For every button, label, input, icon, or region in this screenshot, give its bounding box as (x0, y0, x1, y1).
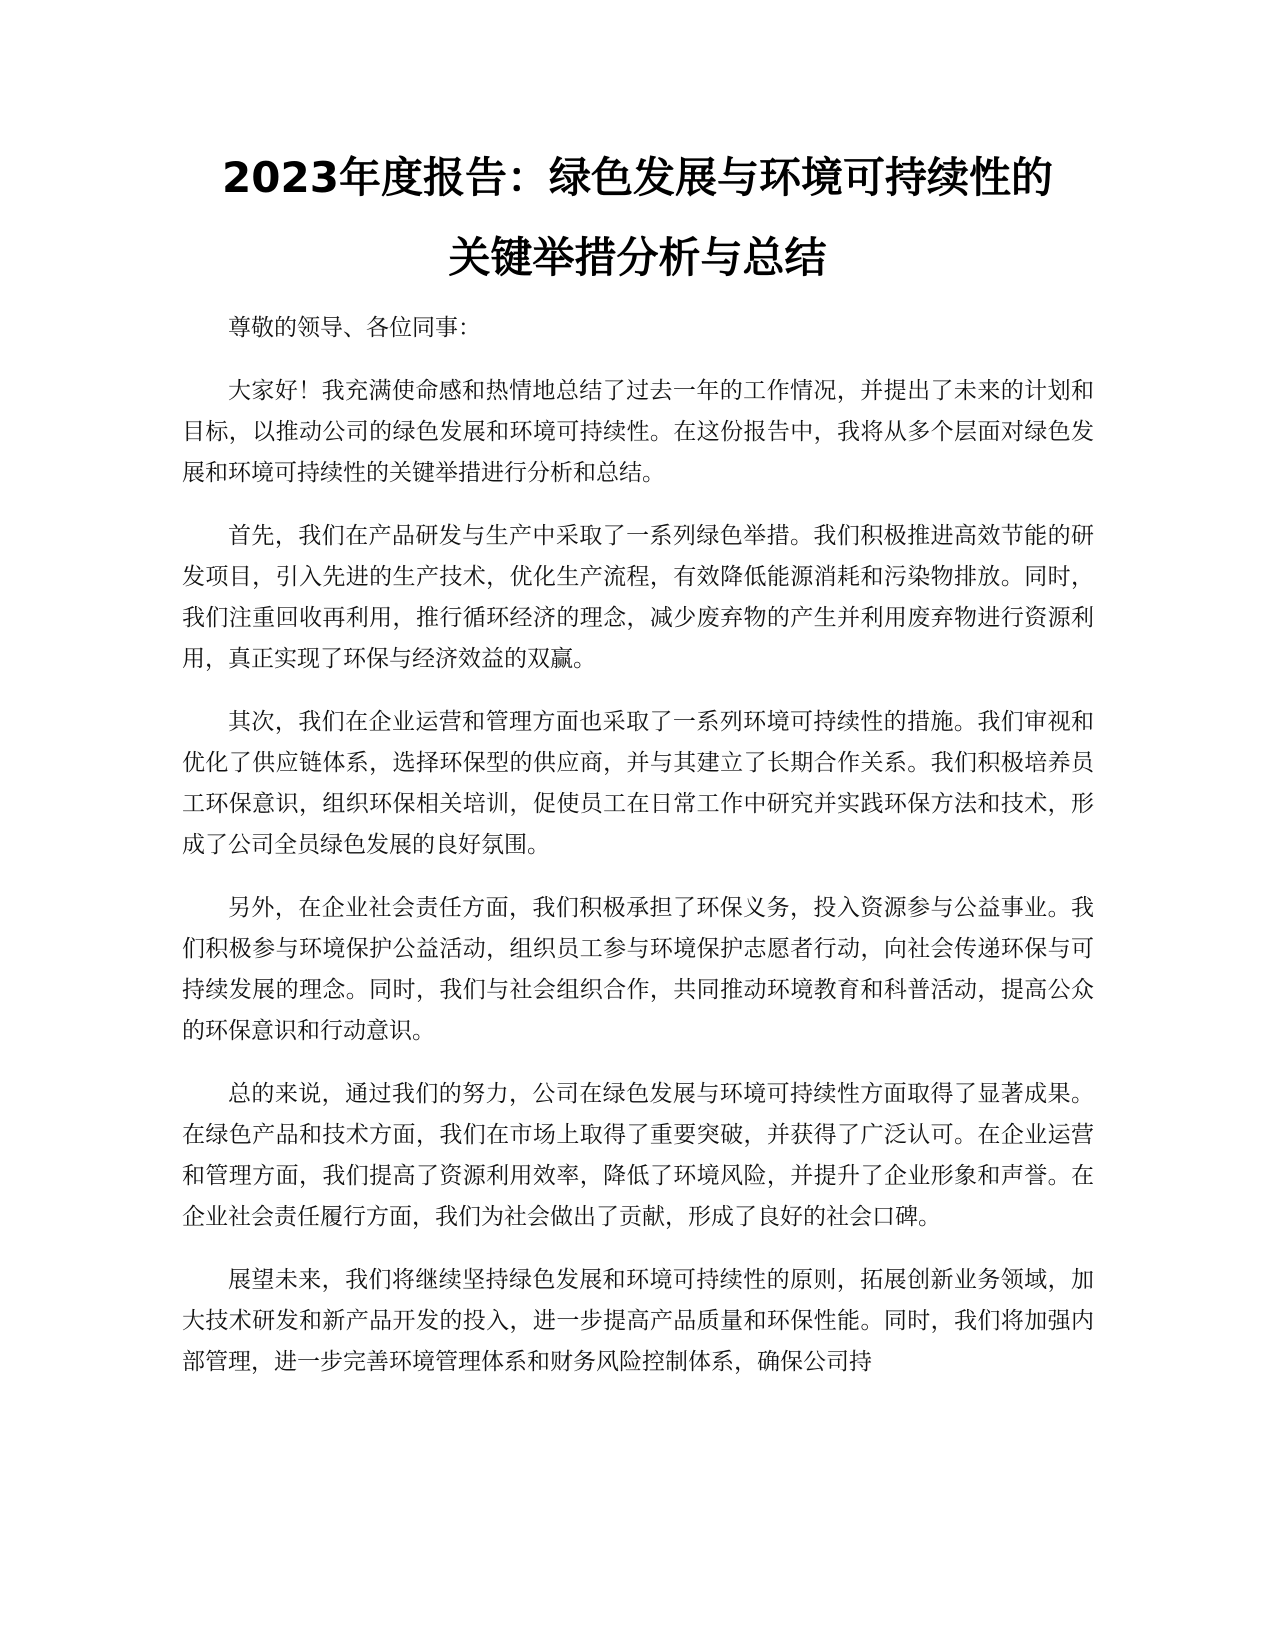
salutation: 尊敬的领导、各位同事： (228, 315, 481, 341)
title-line-1: 2023年度报告：绿色发展与环境可持续性的 (222, 153, 1053, 202)
paragraph-outlook: 展望未来，我们将继续坚持绿色发展和环境可持续性的原则，拓展创新业务领域，加大技术研发和新产品开发的投入，进一步提高产品质量和环保性能。同时，我们将加强内部管理，进一步完善环境管理体系和财务风险控制体系，确保公司持 (182, 1267, 1094, 1375)
document-body (182, 308, 1094, 1405)
paragraph-operations: 其次，我们在企业运营和管理方面也采取了一系列环境可持续性的措施。我们审视和优化了供应链体系，选择环保型的供应商，并与其建立了长期合作关系。我们积极培养员工环保意识，组织环保相关培训，促使员工在日常工作中研究并实践环保方法和技术，形成了公司全员绿色发展的良好氛围。 (182, 709, 1094, 858)
paragraph-social-responsibility: 另外，在企业社会责任方面，我们积极承担了环保义务，投入资源参与公益事业。我们积极参与环境保护公益活动，组织员工参与环境保护志愿者行动，向社会传递环保与可持续发展的理念。同时，我们与社会组织合作，共同推动环境教育和科普活动，提高公众的环保意识和行动意识。 (182, 895, 1094, 1044)
paragraph-intro: 大家好！我充满使命感和热情地总结了过去一年的工作情况，并提出了未来的计划和目标，以推动公司的绿色发展和环境可持续性。在这份报告中，我将从多个层面对绿色发展和环境可持续性的关键举措进行分析和总结。 (182, 378, 1094, 486)
title-line-2: 关键举措分析与总结 (448, 233, 827, 282)
paragraph-production: 首先，我们在产品研发与生产中采取了一系列绿色举措。我们积极推进高效节能的研发项目，引入先进的生产技术，优化生产流程，有效降低能源消耗和污染物排放。同时，我们注重回收再利用，推行循环经济的理念，减少废弃物的产生并利用废弃物进行资源利用，真正实现了环保与经济效益的双赢。 (182, 523, 1094, 672)
paragraph-summary: 总的来说，通过我们的努力，公司在绿色发展与环境可持续性方面取得了显著成果。在绿色产品和技术方面，我们在市场上取得了重要突破，并获得了广泛认可。在企业运营和管理方面，我们提高了资源利用效率，降低了环境风险，并提升了企业形象和声誉。在企业社会责任履行方面，我们为社会做出了贡献，形成了良好的社会口碑。 (182, 1081, 1094, 1230)
document-title (180, 138, 1095, 298)
